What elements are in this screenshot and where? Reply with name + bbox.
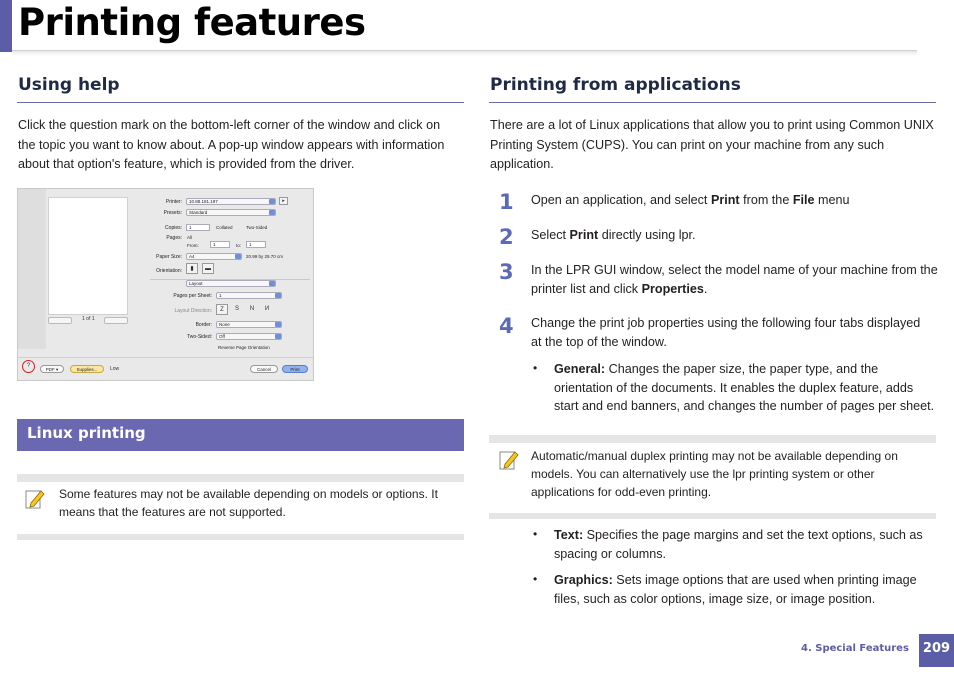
note-line: means that the features are not supported.: [59, 505, 286, 519]
step-text-part: from the: [739, 193, 793, 207]
step-2-text: [531, 226, 696, 245]
note-text: [531, 447, 898, 501]
bullet-line: files, such as color options, image size, or image position.: [554, 591, 876, 606]
pdf-button[interactable]: PDF ▾: [40, 365, 64, 373]
note-text: [59, 485, 438, 521]
collated-checkbox[interactable]: Collated: [216, 225, 233, 230]
supplies-button[interactable]: Supplies...: [70, 365, 104, 373]
bullet-text-part: Changes the paper size, the paper type, and the: [605, 362, 879, 376]
step-text-part: directly using lpr.: [598, 228, 696, 242]
page-title: Printing features: [18, 1, 366, 44]
note-line: applications for odd-even printing.: [531, 485, 712, 499]
step-bold: Properties: [641, 282, 704, 296]
border-select[interactable]: None: [216, 321, 282, 328]
bullet-label: General:: [554, 362, 606, 376]
reverse-orientation-checkbox[interactable]: Reverse Page Orientation: [218, 345, 270, 350]
bullet-line: [554, 571, 917, 590]
direction-reverse-icon[interactable]: И: [264, 306, 270, 312]
layout-direction-label: Layout Direction:: [174, 308, 212, 314]
step-line: In the LPR GUI window, select the model name of your machine from the: [531, 263, 938, 277]
step-3-text: [531, 261, 938, 299]
border-label: Border:: [195, 322, 212, 328]
two-sided-label: Two-Sided:: [186, 334, 212, 340]
heading-printing-from-applications: Printing from applications: [490, 75, 741, 95]
paragraph-line: the topic you want to know about. A pop-up window appears with information: [18, 137, 445, 152]
bullet-marker: •: [533, 527, 538, 541]
bullet-line: [554, 360, 934, 379]
pages-per-sheet-label: Pages per Sheet:: [173, 293, 212, 299]
step-number: 4: [499, 314, 514, 338]
paragraph-line: about that option's feature, which is provided from the driver.: [18, 157, 355, 171]
pages-label: Pages:: [166, 235, 182, 241]
preview-paper: [48, 197, 128, 315]
step-text-part: Open an application, and select: [531, 193, 711, 207]
paper-dimensions: 20.99 by 29.70 cm: [246, 254, 284, 259]
general-bullet: [554, 360, 934, 416]
printer-label: Printer:: [165, 199, 182, 205]
low-supply-label: Low: [110, 366, 120, 372]
dialog-sidebar: [18, 189, 46, 349]
page-count: 1 of 1: [82, 316, 95, 322]
step-line: [531, 280, 938, 299]
paper-size-select[interactable]: A4: [186, 253, 242, 260]
bullet-marker: •: [533, 361, 538, 375]
section-band-linux-printing: [17, 419, 464, 451]
paragraph-line: application.: [490, 157, 554, 171]
step-text-part: .: [703, 282, 708, 296]
presets-label: Presets:: [163, 210, 182, 216]
step-bold: Print: [569, 228, 599, 242]
step-bold: Print: [710, 193, 740, 207]
paper-size-label: Paper Size:: [156, 254, 182, 260]
pages-to-label: to:: [236, 243, 242, 248]
print-button[interactable]: Print: [282, 365, 308, 373]
copies-input[interactable]: 1: [186, 224, 210, 231]
two-sided-checkbox[interactable]: Two-Sided: [246, 225, 268, 230]
graphics-bullet: [554, 571, 917, 608]
footer-section-label: 4. Special Features: [801, 643, 909, 654]
direction-z-icon[interactable]: Z: [216, 304, 228, 315]
bullet-text-part: Specifies the page margins and set the text options, such as: [583, 528, 923, 542]
cancel-button[interactable]: Cancel: [250, 365, 278, 373]
pages-per-sheet-select[interactable]: 1: [216, 292, 282, 299]
step-text-part: menu: [814, 193, 850, 207]
bullet-line: start and end banners, and changes the number of pages per sheet.: [554, 399, 935, 413]
note-line: Some features may not be available depending on models or options. It: [59, 487, 438, 501]
step-text-part: Select: [531, 228, 570, 242]
step-text-part: printer list and click: [531, 282, 642, 296]
section-title: Linux printing: [27, 424, 146, 442]
applications-paragraph: [490, 116, 934, 175]
two-sided-select[interactable]: Off: [216, 333, 282, 340]
heading-rule: [17, 102, 464, 103]
step-1-text: [531, 191, 850, 210]
step-line: Change the print job properties using the following four tabs displayed: [531, 316, 921, 330]
nav-back-button[interactable]: [48, 317, 72, 324]
step-number: 1: [499, 190, 514, 214]
printer-info-icon[interactable]: ▸: [279, 197, 288, 205]
paragraph-line: Click the question mark on the bottom-left corner of the window and click on: [18, 118, 441, 132]
step-4-text: [531, 314, 920, 352]
page-number-badge: 209: [919, 634, 954, 667]
bullet-line: spacing or columns.: [554, 546, 666, 561]
heading-using-help: Using help: [18, 75, 120, 95]
presets-select[interactable]: Standard: [186, 209, 276, 216]
to-input[interactable]: 1: [246, 241, 266, 248]
note-box-right: [489, 435, 936, 519]
bullet-label: Graphics:: [554, 573, 613, 587]
text-bullet: [554, 526, 923, 563]
title-accent-bar: [0, 0, 12, 52]
using-help-paragraph: [18, 116, 444, 175]
orientation-label: Orientation:: [156, 268, 182, 274]
direction-s-icon[interactable]: S: [234, 306, 239, 312]
portrait-icon[interactable]: ▮: [186, 263, 198, 274]
step-number: 2: [499, 225, 514, 249]
bullet-line: orientation of the documents. It enables the duplex feature, adds: [554, 380, 914, 395]
note-line: Automatic/manual duplex printing may not be available depending on: [531, 449, 898, 463]
note-pencil-icon: [25, 488, 45, 510]
direction-n-icon[interactable]: N: [249, 306, 255, 312]
bullet-marker: •: [533, 572, 538, 586]
layout-select[interactable]: Layout: [186, 280, 276, 287]
nav-forward-button[interactable]: [104, 317, 128, 324]
step-number: 3: [499, 260, 514, 284]
note-box-left: [17, 474, 464, 540]
landscape-icon[interactable]: ▬: [202, 263, 214, 274]
heading-rule: [489, 102, 936, 103]
step-line: at the top of the window.: [531, 335, 667, 349]
paragraph-line: Printing System (CUPS). You can print on your machine from any such: [490, 137, 885, 152]
copies-label: Copies:: [165, 225, 182, 231]
pages-from-radio[interactable]: From:: [187, 243, 199, 248]
bullet-text-part: Sets image options that are used when printing image: [612, 573, 917, 587]
from-input[interactable]: 1: [210, 241, 230, 248]
bullet-label: Text:: [554, 528, 584, 542]
print-dialog-screenshot: [17, 188, 314, 381]
note-line: models. You can alternatively use the lpr printing system or other: [531, 467, 875, 481]
pages-all-radio[interactable]: All: [187, 235, 193, 240]
step-bold: File: [792, 193, 815, 207]
printer-select[interactable]: 10.88.181.197: [186, 198, 276, 205]
paragraph-line: There are a lot of Linux applications that allow you to print using Common UNIX: [490, 118, 934, 132]
help-question-icon[interactable]: ?: [22, 360, 35, 373]
title-rule: [12, 50, 917, 56]
bullet-line: [554, 526, 923, 545]
note-pencil-icon: [499, 449, 519, 471]
